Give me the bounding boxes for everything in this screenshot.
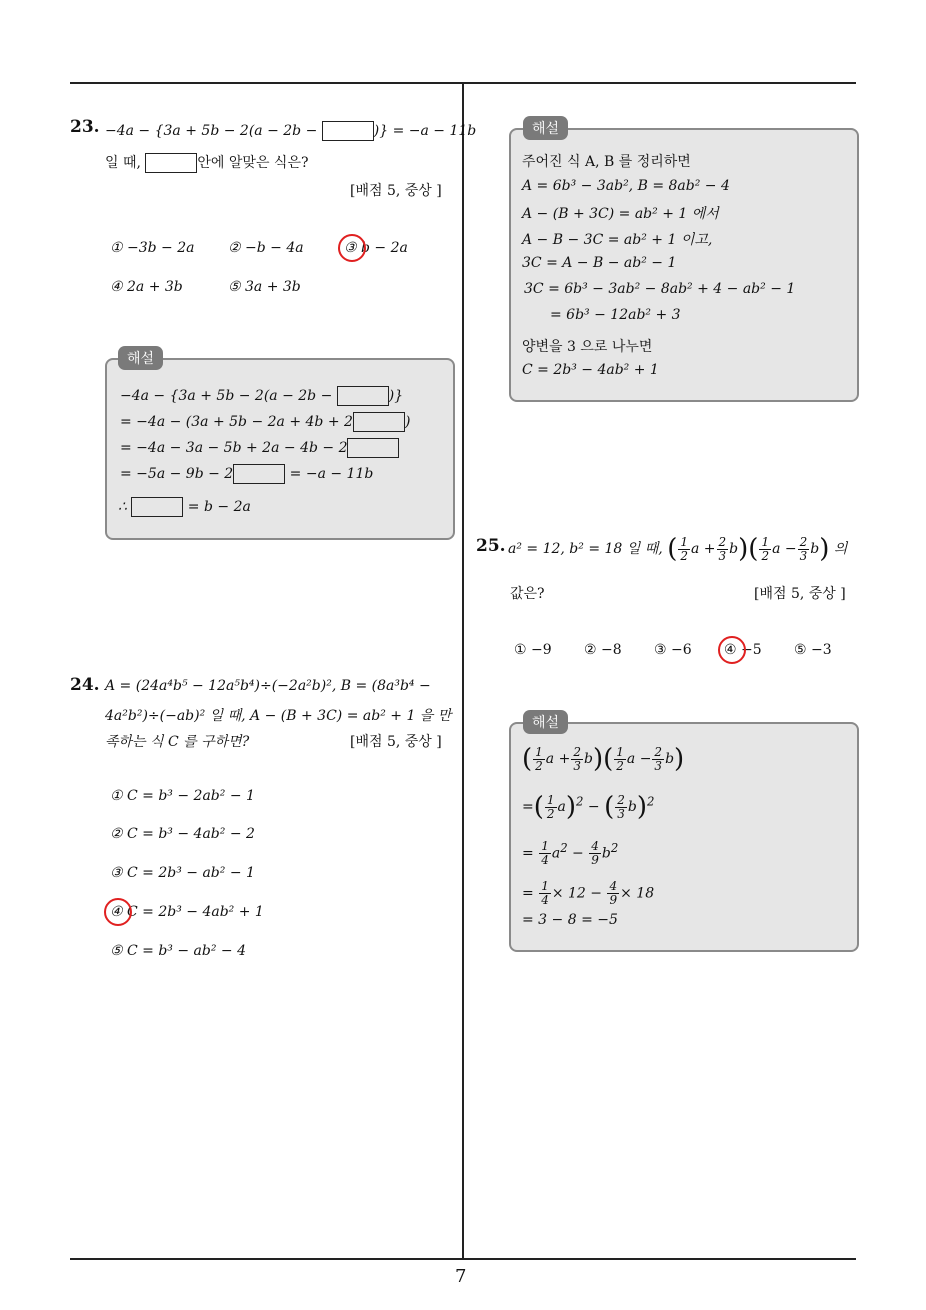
q23-sol-1-post: )} <box>388 388 404 404</box>
q23-choice-1[interactable]: ① −3b − 2a <box>110 240 195 256</box>
q23-choice-2[interactable]: ② −b − 4a <box>228 240 304 256</box>
q23-sol-5-pre: ∴ <box>118 499 132 515</box>
q23-solution-tag: 해설 <box>118 346 163 370</box>
q25-stem-pre: a² = 12, b² = 18 일 때, <box>508 541 663 557</box>
q25-frac-half-2: $\frac{1}{2}$ <box>761 534 770 563</box>
q25-frac-two-thirds-2: $\frac{2}{3}$ <box>799 534 808 563</box>
q25-sol-line-1: ( $\frac{1}{2}$ a + $\frac{2}{3}$ b)( $\frac{1}{2}$ a − $\frac{2}{3}$ b) <box>522 744 685 774</box>
q24-sol-line-8: 양변을 3 으로 나누면 <box>522 339 653 355</box>
q25-stem-line2: 값은? <box>510 586 545 602</box>
q23-number: 23. <box>70 117 100 137</box>
q23-choice-4[interactable]: ④ 2a + 3b <box>110 279 183 295</box>
q23-sol-4-pre: = −5a − 9b − 2 <box>120 466 234 482</box>
q24-stem-line3: 족하는 식 C 를 구하면? <box>105 734 250 750</box>
q24-sol-line-5: 3C = A − B − ab² − 1 <box>522 255 677 271</box>
q24-sol-line-6: 3C = 6b³ − 3ab² − 8ab² + 4 − ab² − 1 <box>524 281 796 297</box>
q23-blank-box-2 <box>145 153 197 173</box>
q25-choice-3[interactable]: ③ −6 <box>654 642 692 658</box>
page-number: 7 <box>455 1266 467 1287</box>
q24-choice-5[interactable]: ⑤ C = b³ − ab² − 4 <box>110 943 247 959</box>
q23-expr-part-b: )} = −a − 11b <box>373 123 477 139</box>
q23-sol-5-post: = b − 2a <box>183 499 251 515</box>
q25-choice-4[interactable]: ④ −5 <box>724 642 762 658</box>
q23-sol-line-2 <box>120 412 410 432</box>
q23-sol-line-1 <box>120 386 403 406</box>
q23-stem-line2 <box>105 152 308 173</box>
q23-sol-5-box <box>131 497 183 517</box>
q25-stem-post: 의 <box>833 541 848 557</box>
q23-answer-mark <box>338 234 366 262</box>
q23-sol-3-pre: = −4a − 3a − 5b + 2a − 4b − 2 <box>120 440 348 456</box>
q23-stem-line1 <box>105 121 476 141</box>
q23-sol-line-5 <box>118 497 251 517</box>
q24-sol-line-3: A − (B + 3C) = ab² + 1 에서 <box>522 206 719 222</box>
q24-choice-3[interactable]: ③ C = 2b³ − ab² − 1 <box>110 865 255 881</box>
q25-choice-1[interactable]: ① −9 <box>514 642 552 658</box>
q24-sol-line-1: 주어진 식 A, B 를 정리하면 <box>522 154 691 170</box>
q23-sol-1-box <box>337 386 389 406</box>
q24-stem-line1: A = (24a⁴b⁵ − 12a⁵b⁴)÷(−2a²b)², B = (8a³b⁴ − <box>105 678 431 694</box>
q23-sol-4-post: = −a − 11b <box>285 466 374 482</box>
q24-score: [배점 5, 중상 ] <box>350 734 442 750</box>
q23-sol-1-pre: −4a − {3a + 5b − 2(a − 2b − <box>120 388 337 404</box>
q24-choice-4[interactable]: ④ C = 2b³ − 4ab² + 1 <box>110 904 264 920</box>
q25-frac-two-thirds: $\frac{2}{3}$ <box>718 534 727 563</box>
q25-sol-line-2: =( $\frac{1}{2}$ a)$^2$ − ( $\frac{2}{3}$ b)$^2$ <box>522 792 655 822</box>
q23-stem-prefix: 일 때, <box>105 155 146 171</box>
q23-choice-3[interactable]: ③ b − 2a <box>344 240 408 256</box>
q25-sol-line-3: = $\frac{1}{4}$ $a^2$ − $\frac{4}{9}$ $b^2$ <box>522 839 619 867</box>
q25-sol-line-4: = $\frac{1}{4}$ × 12 − $\frac{4}{9}$ × 18 <box>522 879 655 907</box>
q24-number: 24. <box>70 675 100 695</box>
q23-sol-line-4 <box>120 464 373 484</box>
q24-solution-tag: 해설 <box>523 116 568 140</box>
q23-sol-2-post: ) <box>404 414 411 430</box>
q23-stem-suffix: 안에 알맞은 식은? <box>197 155 309 171</box>
q25-frac-half: $\frac{1}{2}$ <box>680 534 688 563</box>
q25-score: [배점 5, 중상 ] <box>754 586 846 602</box>
q25-choice-2[interactable]: ② −8 <box>584 642 622 658</box>
q24-sol-line-2: A = 6b³ − 3ab², B = 8ab² − 4 <box>522 178 730 194</box>
q24-sol-line-7: = 6b³ − 12ab² + 3 <box>550 307 681 323</box>
q23-expr-part-a: −4a − {3a + 5b − 2(a − 2b − <box>105 123 322 139</box>
q23-sol-2-pre: = −4a − (3a + 5b − 2a + 4b + 2 <box>120 414 353 430</box>
q23-choice-5[interactable]: ⑤ 3a + 3b <box>228 279 301 295</box>
q25-choice-5[interactable]: ⑤ −3 <box>794 642 832 658</box>
q23-sol-2-box <box>353 412 405 432</box>
bottom-rule <box>70 1258 856 1260</box>
q25-number: 25. <box>476 536 506 556</box>
q25-solution-tag: 해설 <box>523 710 568 734</box>
q23-sol-3-box <box>347 438 399 458</box>
q24-choice-1[interactable]: ① C = b³ − 2ab² − 1 <box>110 788 255 804</box>
column-divider <box>462 82 464 1259</box>
q25-stem-line1: a² = 12, b² = 18 일 때, ( $\frac{1}{2}$ a + $\frac{2}{3}$ b)( $\frac{1}{2}$ a − $\frac{2}{3}$ b) 의 <box>508 534 848 564</box>
q23-score: [배점 5, 중상 ] <box>350 183 442 199</box>
q23-blank-box <box>322 121 374 141</box>
q25-answer-mark <box>718 636 746 664</box>
q23-sol-line-3 <box>120 438 399 458</box>
q24-sol-line-4: A − B − 3C = ab² + 1 이고, <box>522 232 713 248</box>
q24-sol-line-9: C = 2b³ − 4ab² + 1 <box>522 362 659 378</box>
q24-choice-2[interactable]: ② C = b³ − 4ab² − 2 <box>110 826 255 842</box>
q24-stem-line2: 4a²b²)÷(−ab)² 일 때, A − (B + 3C) = ab² + 1 을 만 <box>105 708 452 724</box>
q25-sol-line-5: = 3 − 8 = −5 <box>522 912 618 928</box>
q24-answer-mark <box>104 898 132 926</box>
q23-sol-4-box <box>233 464 285 484</box>
